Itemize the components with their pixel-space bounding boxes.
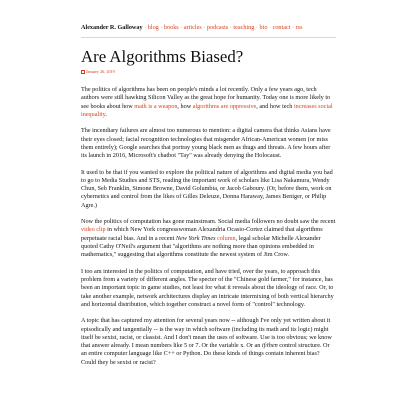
nav-separator: · — [292, 24, 295, 31]
nav-link-books[interactable]: books — [163, 24, 179, 31]
paragraph — [81, 218, 336, 259]
link-math-is-a-weapon[interactable]: math is a weapon — [134, 102, 178, 110]
site-title-link[interactable]: Alexander R. Galloway — [81, 24, 143, 31]
code-term: if/then — [261, 342, 278, 350]
paragraph-text: Now the politics of computation has gone mainstream. Social media followers no doubt saw the recent — [81, 218, 336, 226]
paragraph: It used to be that if you wanted to explore the political nature of algorithms and digital media you had to go to Media Studies and STS, reading the important work of scholars like Lisa Nakamura, Wendy Chun, Seb Franklin, Simone Browne, David Golumbia, or Jacob Gaboury. (Or, before them, work on cybernetics and control from the likes of Gilles Deleuze, Donna Haraway, James Beniger, or Philip Agre.) — [81, 168, 333, 209]
publication-name: New York Times — [175, 234, 216, 242]
nav-link-teaching[interactable]: teaching — [233, 24, 255, 31]
paragraph-text: control structure. Or an entire computer language like C++ or Python. Do these kinds of things contain inherent bias? Could they be sexist or racist? — [81, 342, 330, 366]
nav-separator: · — [203, 24, 206, 31]
paragraph — [81, 86, 336, 119]
nav-separator: · — [229, 24, 232, 31]
article-body — [81, 86, 336, 375]
paragraph-text: in which New York congresswoman Alexandria Ocasio-Cortez claimed that algorithms perpetuate racial bias. And in a recent — [81, 226, 323, 242]
post-date-text: January 26, 2019 — [86, 69, 115, 74]
nav-separator: · — [268, 24, 272, 31]
nav-separator: · — [144, 24, 147, 31]
paragraph-text: The politics of algorithms has been on people's minds a lot recently. Only a few years ago, tech authors were still hawking Silicon Valley as the great hope for humanity. Today one is more likely to see books about how — [81, 86, 331, 110]
nav-link-bio[interactable]: bio — [259, 24, 268, 31]
site-header — [81, 24, 336, 38]
paragraph: The incendiary failures are almost too numerous to mention: a digital camera that thinks Asians have their eyes closed; facial recognition technologies that misgender African-American women (or miss them entirely); Google searches that portray young black men as thugs and threats. A few hours after its launch in 2016, Microsoft's chatbot "Tay" was already denying the Holocaust. — [81, 127, 331, 160]
link-video-clip[interactable]: video clip — [81, 226, 106, 234]
paragraph — [81, 317, 336, 367]
nav-separator: · — [160, 24, 163, 31]
nav-link-contact[interactable]: contact — [272, 24, 291, 31]
paragraph-text: . — [105, 110, 107, 118]
paragraph-text: , how — [177, 102, 193, 110]
nav-separator: · — [255, 24, 258, 31]
link-column[interactable]: column — [217, 234, 236, 242]
paragraph-text: , legal scholar Michelle Alexander quoted Cathy O'Neil's argument that "algorithms are nothing more than opinions embedded in mathematics," suggesting that algorithms constitute the newest system of Jim Crow. — [81, 234, 321, 259]
paragraph: I too am interested in the politics of computation, and have tried, over the years, to approach this problem from a variety of different angles. The specter of the "Chinese gold farmer," for instance, has been an important topic in game studies, not least for what it reveals about the ideology of race. Or, to take another example, network architectures display an intricate intermixing of both vertical hierarchy and horizontal distribution, which together construct a novel form of "control" technology. — [81, 267, 334, 308]
nav-separator: · — [180, 24, 183, 31]
nav-link-rss[interactable]: rss — [295, 24, 303, 31]
link-algorithms-are-oppressive[interactable]: algorithms are oppressive — [192, 102, 257, 110]
post-date — [81, 69, 115, 74]
paragraph-text: , and how tech — [256, 102, 294, 110]
nav-link-podcasts[interactable]: podcasts — [206, 24, 229, 31]
nav-link-articles[interactable]: articles — [183, 24, 202, 31]
calendar-icon — [81, 70, 85, 74]
nav-link-blog[interactable]: blog — [147, 24, 159, 31]
paragraph-text: A topic that has captured my attention for several years now -- although I've only yet written about it episodically and tangentially -- is the way in which software (including its math and its logic) might itself be sexist, racist, or classist. And I don't mean the uses of software. Use is too obvious; we know that answer already. I mean numbers like 5 or 7. Or the variable x. Or an — [81, 317, 332, 350]
link-increases-social-inequality[interactable]: increases social inequality — [81, 102, 333, 118]
post-title: Are Algorithms Biased? — [81, 47, 244, 66]
